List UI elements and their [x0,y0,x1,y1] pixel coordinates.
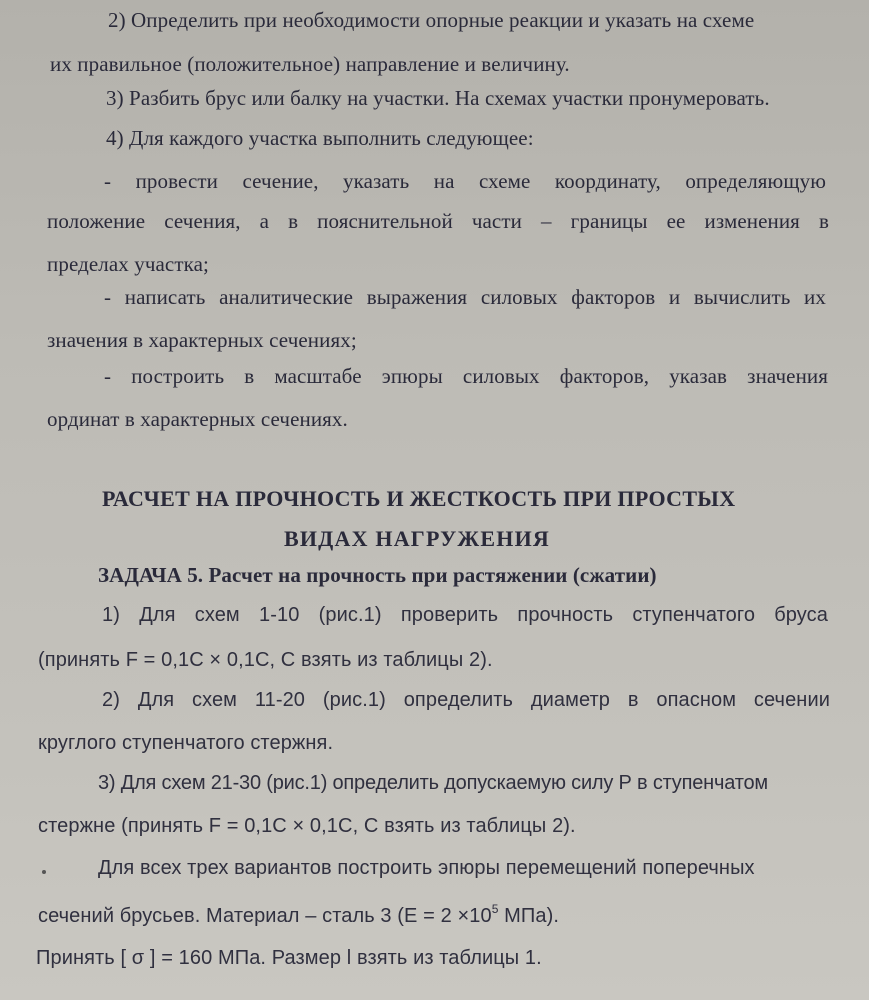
material-text: сечений брусьев. Материал – сталь 3 (E = 2 ×10 [38,905,492,927]
exponent: 5 [491,902,499,916]
task-title: ЗАДАЧА 5. Расчет на прочность при растяжении (сжатии) [98,563,657,587]
bullet-2-line-2: значения в характерных сечениях; [47,328,357,352]
task-item-1-line-1: 1) Для схем 1-10 (рис.1) проверить прочность ступенчатого бруса [102,604,828,626]
item-2-line-2: их правильное (положительное) направление и величину. [50,52,570,76]
bullet-3-line-2: ординат в характерных сечениях. [47,407,348,431]
task-item-3-line-1: 3) Для схем 21-30 (рис.1) определить допускаемую силу Р в ступенчатом [98,772,768,794]
bullet-1-line-2: положение сечения, а в пояснительной части – границы ее изменения в [47,209,829,233]
section-title-line-2: ВИДАХ НАГРУЖЕНИЯ [284,526,550,551]
task-item-2-line-1: 2) Для схем 11-20 (рис.1) определить диаметр в опасном сечении [102,689,830,711]
accept-line: Принять [ σ ] = 160 МПа. Размер l взять из таблицы 1. [36,947,542,969]
all-variants-line-1: Для всех трех вариантов построить эпюры перемещений поперечных [98,857,755,879]
bullet-1-line-3: пределах участка; [47,252,209,276]
bullet-1-line-1: - провести сечение, указать на схеме координату, определяющую [104,169,826,193]
material-units: МПа). [498,905,560,927]
bullet-3-line-1: - построить в масштабе эпюры силовых факторов, указав значения [104,364,828,388]
section-title-line-1: РАСЧЕТ НА ПРОЧНОСТЬ И ЖЕСТКОСТЬ ПРИ ПРОСТЫХ [102,486,736,511]
item-3: 3) Разбить брус или балку на участки. На схемах участки пронумеровать. [106,86,770,110]
bullet-2-line-1: - написать аналитические выражения силовых факторов и вычислить их [104,285,826,309]
task-item-3-line-2: стержне (принять F = 0,1С × 0,1С, С взять из таблицы 2). [38,815,576,837]
margin-dot [42,870,46,874]
item-4: 4) Для каждого участка выполнить следующее: [106,126,534,150]
task-item-2-line-2: круглого ступенчатого стержня. [38,732,334,754]
task-item-1-line-2: (принять F = 0,1С × 0,1С, С взять из таблицы 2). [38,649,493,671]
item-2-line-1: 2) Определить при необходимости опорные реакции и указать на схеме [108,8,755,32]
all-variants-line-2 [38,903,559,926]
